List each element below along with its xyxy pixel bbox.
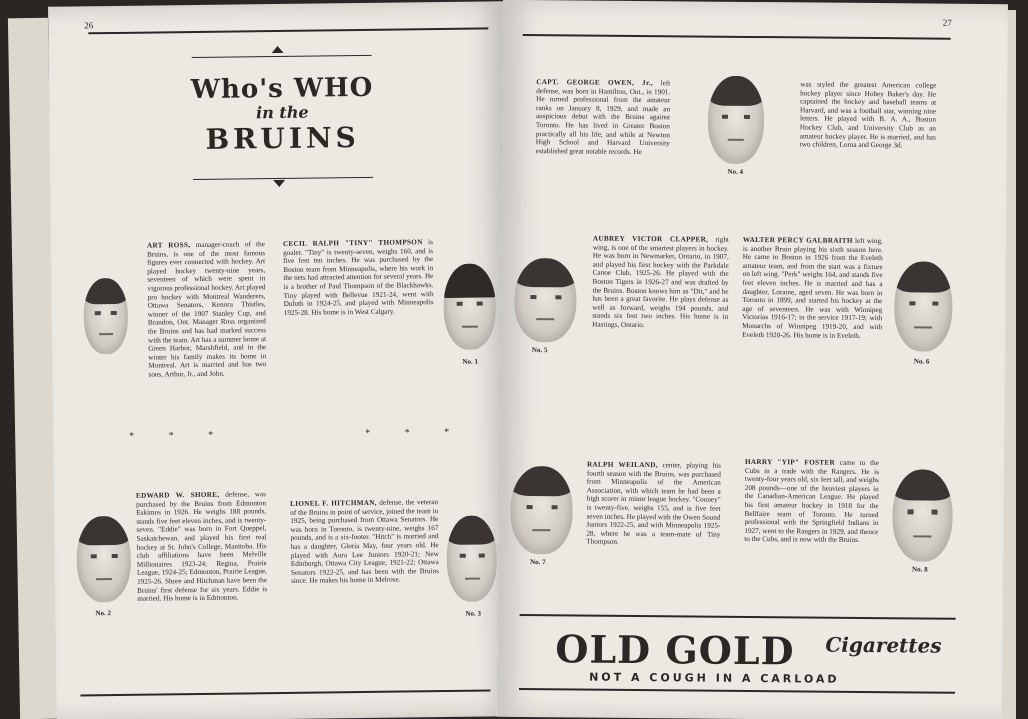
portrait-tiny-thompson — [443, 263, 496, 350]
bio-aubrey-clapper: AUBREY VICTOR CLAPPER, right wing, is one of the smartest players in hockey. He was born in Newmarket, Ontario, in 1907, and played his first hockey with the Parkdale Canoe Club, 1925-26. He played with the Boston Tigers in 1926-27 and was drafted by the Bruins. Boston knows him as "Dit," and he has been a great favorite. He plays defense as well as forward, weighs 194 pounds, and stands six feet two inches. His home is in Hastings, Ontario. — [592, 234, 729, 329]
top-rule — [523, 34, 951, 40]
portrait-ralph-weiland — [510, 466, 573, 555]
bio-eddie-shore: EDWARD W. SHORE, defense, was purchased by the Bruins from Edmonton Eskimos in 1926. He weighs 188 pounds, stands five feet eleven inches, and is twenty-seven. "Eddie" was born in Fort Queppel, Saskatchewan, and played his first real hockey at St. John's College, Manitoba. His club affiliations have been Melville Millionaires 1923-24; Regina, Prairie League, 1924-25; Edmonton, Prairie League, 1925-26. Shore and Hitchman have been the Bruins' first defense for six years. Eddie is married. His home is in Edmonton. — [135, 490, 268, 603]
bio-ralph-weiland: RALPH WEILAND, center, playing his fourth season with the Bruins, was purchased from Minneapolis of the American Association, with which team he had been a high scorer in minor league hockey. "Cooney" is twenty-five, weighs 155, and is five feet seven inches. He played with the Owen Sound Juniors 1922-25, and with Minneapolis 1925-28, where he was a team-mate of Tiny Thompson. — [586, 460, 721, 547]
triangle-down-ornament — [273, 180, 285, 187]
bio-art-ross: ART ROSS, manager-coach of the Bruins, is one of the most famous figures ever connected with hockey. Art played hockey twenty-nine years, seventeen of which were spent in vigorous professional hockey. Art played pro hockey with Montreal Wanderers, Ottawa Senators, Kenora Thistles, winner of the 1907 Stanley Cup, and Brandon, Ont. Manager Ross organized the Bruins and has had marked success with the team. Art has a summer home at Green Harbor, Marshfield, and in the winter his family makes its home in Montreal. Art is married and has two sons, Arthur, Jr., and John. — [146, 240, 267, 379]
stars-divider-right: * * * — [365, 426, 466, 439]
bio-lionel-hitchman: LIONEL F. HITCHMAN, defense, the veteran of the Bruins in point of service, joined the team in 1925, being purchased from Ottawa Senators. He was born in Toronto, is twenty-nine, weighs 167 pounds, and is a six-footer. "Hitch" is married and has a daughter, Gloria May, four years old. He played with Aura Lee Juniors 1920-21; New Edinburgh, Ottawa City League, 1921-22; Ottawa Senators 1922-25, and has been with the Bruins since. He makes his home in Melrose. — [290, 498, 439, 586]
bio-walter-galbraith: WALTER PERCY GALBRAITH left wing, is another Bruin playing his sixth season here. He came to Boston in 1926 from the Eveleth amateur team, and from the start was a fixture on left wing. "Perk" weighs 164, and stands five feet eleven inches. He is married and has a daughter, Loraine, aged seven. He was born in Toronto in 1899, and started his hockey at the age of seventeen. He was with Winnipeg Victorias 1916-17; in the service 1917-19; with Monarchs of Winnipeg 1919-20, and with Eveleth 1920-26. His home is in Eveleth. — [742, 235, 883, 340]
right-page — [497, 0, 1008, 719]
triangle-up-ornament — [272, 46, 284, 53]
portrait-harry-foster — [892, 469, 953, 562]
photo-label-6: No. 6 — [913, 357, 930, 366]
portrait-art-ross — [83, 278, 128, 355]
portrait-lionel-hitchman — [446, 515, 497, 602]
old-gold-advertisement — [519, 618, 956, 700]
bio-george-owen: CAPT. GEORGE OWEN, Jr., left defense, was born in Hamilton, Ont., in 1901. He turned professional from the amateur ranks on January 8, 1929, and made an auspicious debut with the Bruins against Toronto. He has lived in Greater Boston practically all his life, and while at Newton High School and Harvard University established great notable records. He — [535, 78, 671, 156]
photo-label-8: No. 8 — [912, 565, 928, 574]
title-line-1: Who's WHO — [190, 72, 374, 106]
left-page — [48, 1, 515, 719]
title-line-3: BRUINS — [205, 121, 360, 156]
portrait-george-owen — [708, 76, 765, 164]
photo-label-2: No. 2 — [95, 609, 112, 618]
bio-harry-foster: HARRY "YIP" FOSTER came to the Cubs in a trade with the Rangers. He is twenty-four years old, six feet tall, and weighs 208 pounds—one of the heaviest players in the Canadian-American League. He played his first amateur hockey in 1918 for the Bellfaire team of Toronto. He turned professional with the Springfield Indians in 1927, went to the Rangers in 1929, and thence to the Cubs, and is now with the Bruins. — [744, 457, 880, 545]
ad-brand: OLD GOLD — [555, 626, 795, 674]
photo-label-5: No. 5 — [531, 346, 548, 355]
top-rule — [88, 27, 488, 34]
bio-tiny-thompson: CECIL RALPH "TINY" THOMPSON is goaler. "Tiny" is twenty-seven, weighs 160, and is five feet ten inches. He was purchased by the Boston team from Minneapolis, where his work in the nets had attracted attention for several years. He is a brother of Paul Thompson of the Blackhawks. Tiny played with Bellevue 1921-24, went with Duluth in 1924-25, and played with Minneapolis 1925-28. His home is in West Calgary. — [282, 238, 434, 317]
ad-product: Cigarettes — [825, 632, 942, 658]
title-line-2: in the — [255, 102, 309, 123]
photo-label-3: No. 3 — [465, 609, 482, 618]
bio-george-owen-continued: was styled the greatest American college hockey player since Hobey Baker's day. He captained the hockey and baseball teams at Harvard, and was a football star, winning nine letters. He played with B. A. A., Boston Hockey Club, and University Club as an amateur hockey player. He is married, and has two children, Lorna and George 3d. — [799, 80, 937, 150]
portrait-walter-galbraith — [894, 261, 953, 352]
photo-label-4: No. 4 — [727, 167, 744, 176]
title-block — [187, 55, 378, 156]
page-number: 27 — [942, 17, 952, 28]
photo-label-1: No. 1 — [462, 357, 478, 366]
portrait-aubrey-clapper — [514, 258, 577, 343]
page-number: 26 — [84, 20, 94, 31]
portrait-eddie-shore — [76, 516, 131, 603]
stars-divider-left: * * * — [129, 429, 230, 442]
ad-tagline: NOT A COUGH IN A CARLOAD — [589, 670, 840, 686]
bottom-rule — [80, 689, 490, 696]
photo-label-7: No. 7 — [530, 558, 546, 567]
